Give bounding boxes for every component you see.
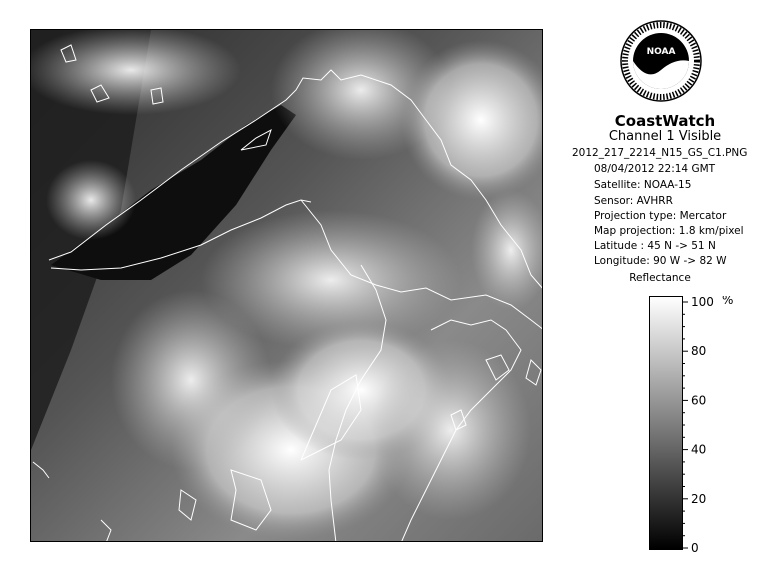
colorbar-tick-label: 40: [691, 442, 707, 457]
colorbar-tick-label: 0: [691, 541, 699, 552]
colorbar-unit: %: [722, 296, 734, 307]
colorbar-tick-label: 60: [691, 393, 707, 408]
projection-type-text: Projection type: Mercator: [594, 210, 727, 222]
colorbar-title: Reflectance: [629, 272, 691, 284]
satellite-image: [30, 29, 543, 542]
channel-subtitle: Channel 1 Visible: [608, 129, 722, 144]
colorbar-axis: [682, 296, 742, 552]
colorbar-tick-label: 80: [691, 344, 707, 359]
latitude-text: Latitude : 45 N -> 51 N: [594, 240, 716, 252]
logo-text: NOAA: [646, 47, 676, 57]
map-projection-text: Map projection: 1.8 km/pixel: [594, 225, 744, 237]
satellite-image-graphic: [31, 30, 543, 542]
datetime-text: 08/04/2012 22:14 GMT: [594, 163, 716, 175]
filename-text: 2012_217_2214_N15_GS_C1.PNG: [572, 147, 748, 159]
satellite-text: Satellite: NOAA-15: [594, 179, 692, 191]
colorbar-tick-label: 100: [691, 296, 714, 309]
colorbar-tick-label: 20: [691, 491, 707, 506]
noaa-logo-icon: [620, 20, 702, 102]
page-title: CoastWatch: [614, 112, 716, 130]
colorbar: [649, 296, 683, 550]
longitude-text: Longitude: 90 W -> 82 W: [594, 255, 727, 267]
sensor-text: Sensor: AVHRR: [594, 195, 673, 207]
